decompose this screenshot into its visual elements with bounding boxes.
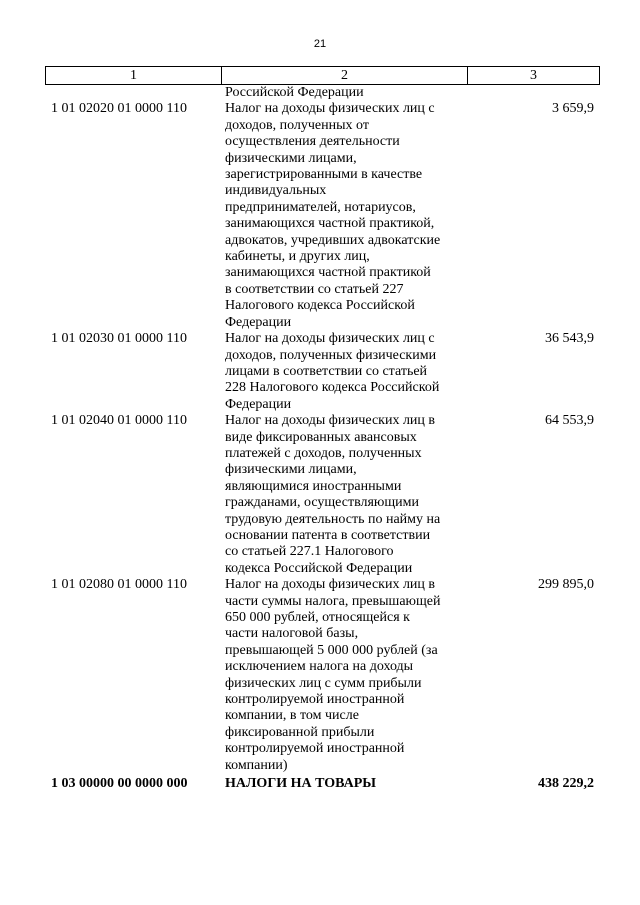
row-name-line: платежей с доходов, полученных <box>225 445 422 461</box>
row-name-line: Налог на доходы физических лиц с <box>225 331 435 347</box>
total-name: НАЛОГИ НА ТОВАРЫ <box>225 776 377 792</box>
row-name <box>220 577 465 774</box>
row-name-line: компании) <box>225 757 288 773</box>
row-name-line: Налогового кодекса Российской <box>225 298 415 314</box>
row-name-line: Федерации <box>225 396 292 412</box>
row-code: 1 01 02040 01 0000 110 <box>51 413 187 429</box>
row-name-line: основании патента в соответствии <box>225 527 431 543</box>
total-code: 1 03 00000 00 0000 000 <box>51 776 188 792</box>
total-row <box>45 776 600 792</box>
row-code: 1 01 02020 01 0000 110 <box>51 101 187 117</box>
row-name-line: занимающихся частной практикой <box>225 265 431 281</box>
row-name <box>220 413 465 577</box>
row-name-line: части налоговой базы, <box>225 626 359 642</box>
row-name-line: превышающей 5 000 000 рублей (за <box>225 642 438 658</box>
row-name-line: в соответствии со статьей 227 <box>225 281 404 297</box>
row-name-line: Федерации <box>225 314 292 330</box>
row-name-line: фиксированной прибыли <box>225 724 375 740</box>
header-col-2: 2 <box>221 67 467 84</box>
row-name-line: физическими лицами, <box>225 462 357 478</box>
row-name-line: трудовую деятельность по найму на <box>225 511 441 527</box>
row-name-line: индивидуальных <box>225 183 327 199</box>
row-name-line: занимающихся частной практикой, <box>225 216 435 232</box>
row-name-line: осуществления деятельности <box>225 134 400 150</box>
table-rows <box>45 101 600 774</box>
table-row <box>45 413 600 577</box>
row-name-line: являющимися иностранными <box>225 478 402 494</box>
row-name-line: кодекса Российской Федерации <box>225 560 413 576</box>
row-name-line: доходов, полученных от <box>225 117 369 133</box>
row-code: 1 01 02080 01 0000 110 <box>51 577 187 593</box>
row-name-line: контролируемой иностранной <box>225 692 405 708</box>
row-name-line: зарегистрированными в качестве <box>225 167 423 183</box>
table-row <box>45 331 600 413</box>
row-name-line: Налог на доходы физических лиц в <box>225 413 436 429</box>
table-header <box>45 66 600 85</box>
continued-text: Российской Федерации <box>225 85 364 100</box>
row-name-line: лицами в соответствии со статьей <box>225 363 428 379</box>
row-name-line: 650 000 рублей, относящейся к <box>225 610 410 625</box>
row-name-line: Налог на доходы физических лиц в <box>225 577 436 593</box>
row-code: 1 01 02030 01 0000 110 <box>51 331 187 347</box>
row-name-line: предпринимателей, нотариусов, <box>225 199 416 215</box>
total-amount: 438 229,2 <box>538 776 594 792</box>
table-row <box>45 577 600 774</box>
row-name-line: кабинеты, и других лиц, <box>225 249 370 265</box>
page-number: 21 <box>313 38 327 50</box>
table-body <box>45 85 600 792</box>
row-name-line: физическими лицами, <box>225 150 357 166</box>
row-name <box>220 331 465 413</box>
row-name-line: со статьей 227.1 Налогового <box>225 544 394 560</box>
row-name-line: 228 Налогового кодекса Российской <box>225 380 440 396</box>
row-name-line: физических лиц с сумм прибыли <box>225 675 422 691</box>
row-name-line: гражданами, осуществляющими <box>225 495 420 511</box>
row-amount: 36 543,9 <box>545 331 594 347</box>
row-name-line: исключением налога на доходы <box>225 659 414 675</box>
row-name-line: адвокатов, учредивших адвокатские <box>225 232 441 248</box>
row-name-line: виде фиксированных авансовых <box>225 429 417 445</box>
row-amount: 64 553,9 <box>545 413 594 429</box>
header-col-1: 1 <box>130 68 137 83</box>
row-name-line: доходов, полученных физическими <box>225 347 437 363</box>
continuation-row <box>45 85 600 101</box>
header-col-3: 3 <box>467 67 599 84</box>
row-name <box>220 101 465 331</box>
row-name-line: контролируемой иностранной <box>225 741 405 757</box>
table-row <box>45 101 600 331</box>
row-name-line: части суммы налога, превышающей <box>225 593 441 609</box>
row-name-line: Налог на доходы физических лиц с <box>225 101 435 117</box>
row-amount: 299 895,0 <box>538 577 594 593</box>
row-name-line: компании, в том числе <box>225 708 359 724</box>
row-amount: 3 659,9 <box>552 101 594 117</box>
